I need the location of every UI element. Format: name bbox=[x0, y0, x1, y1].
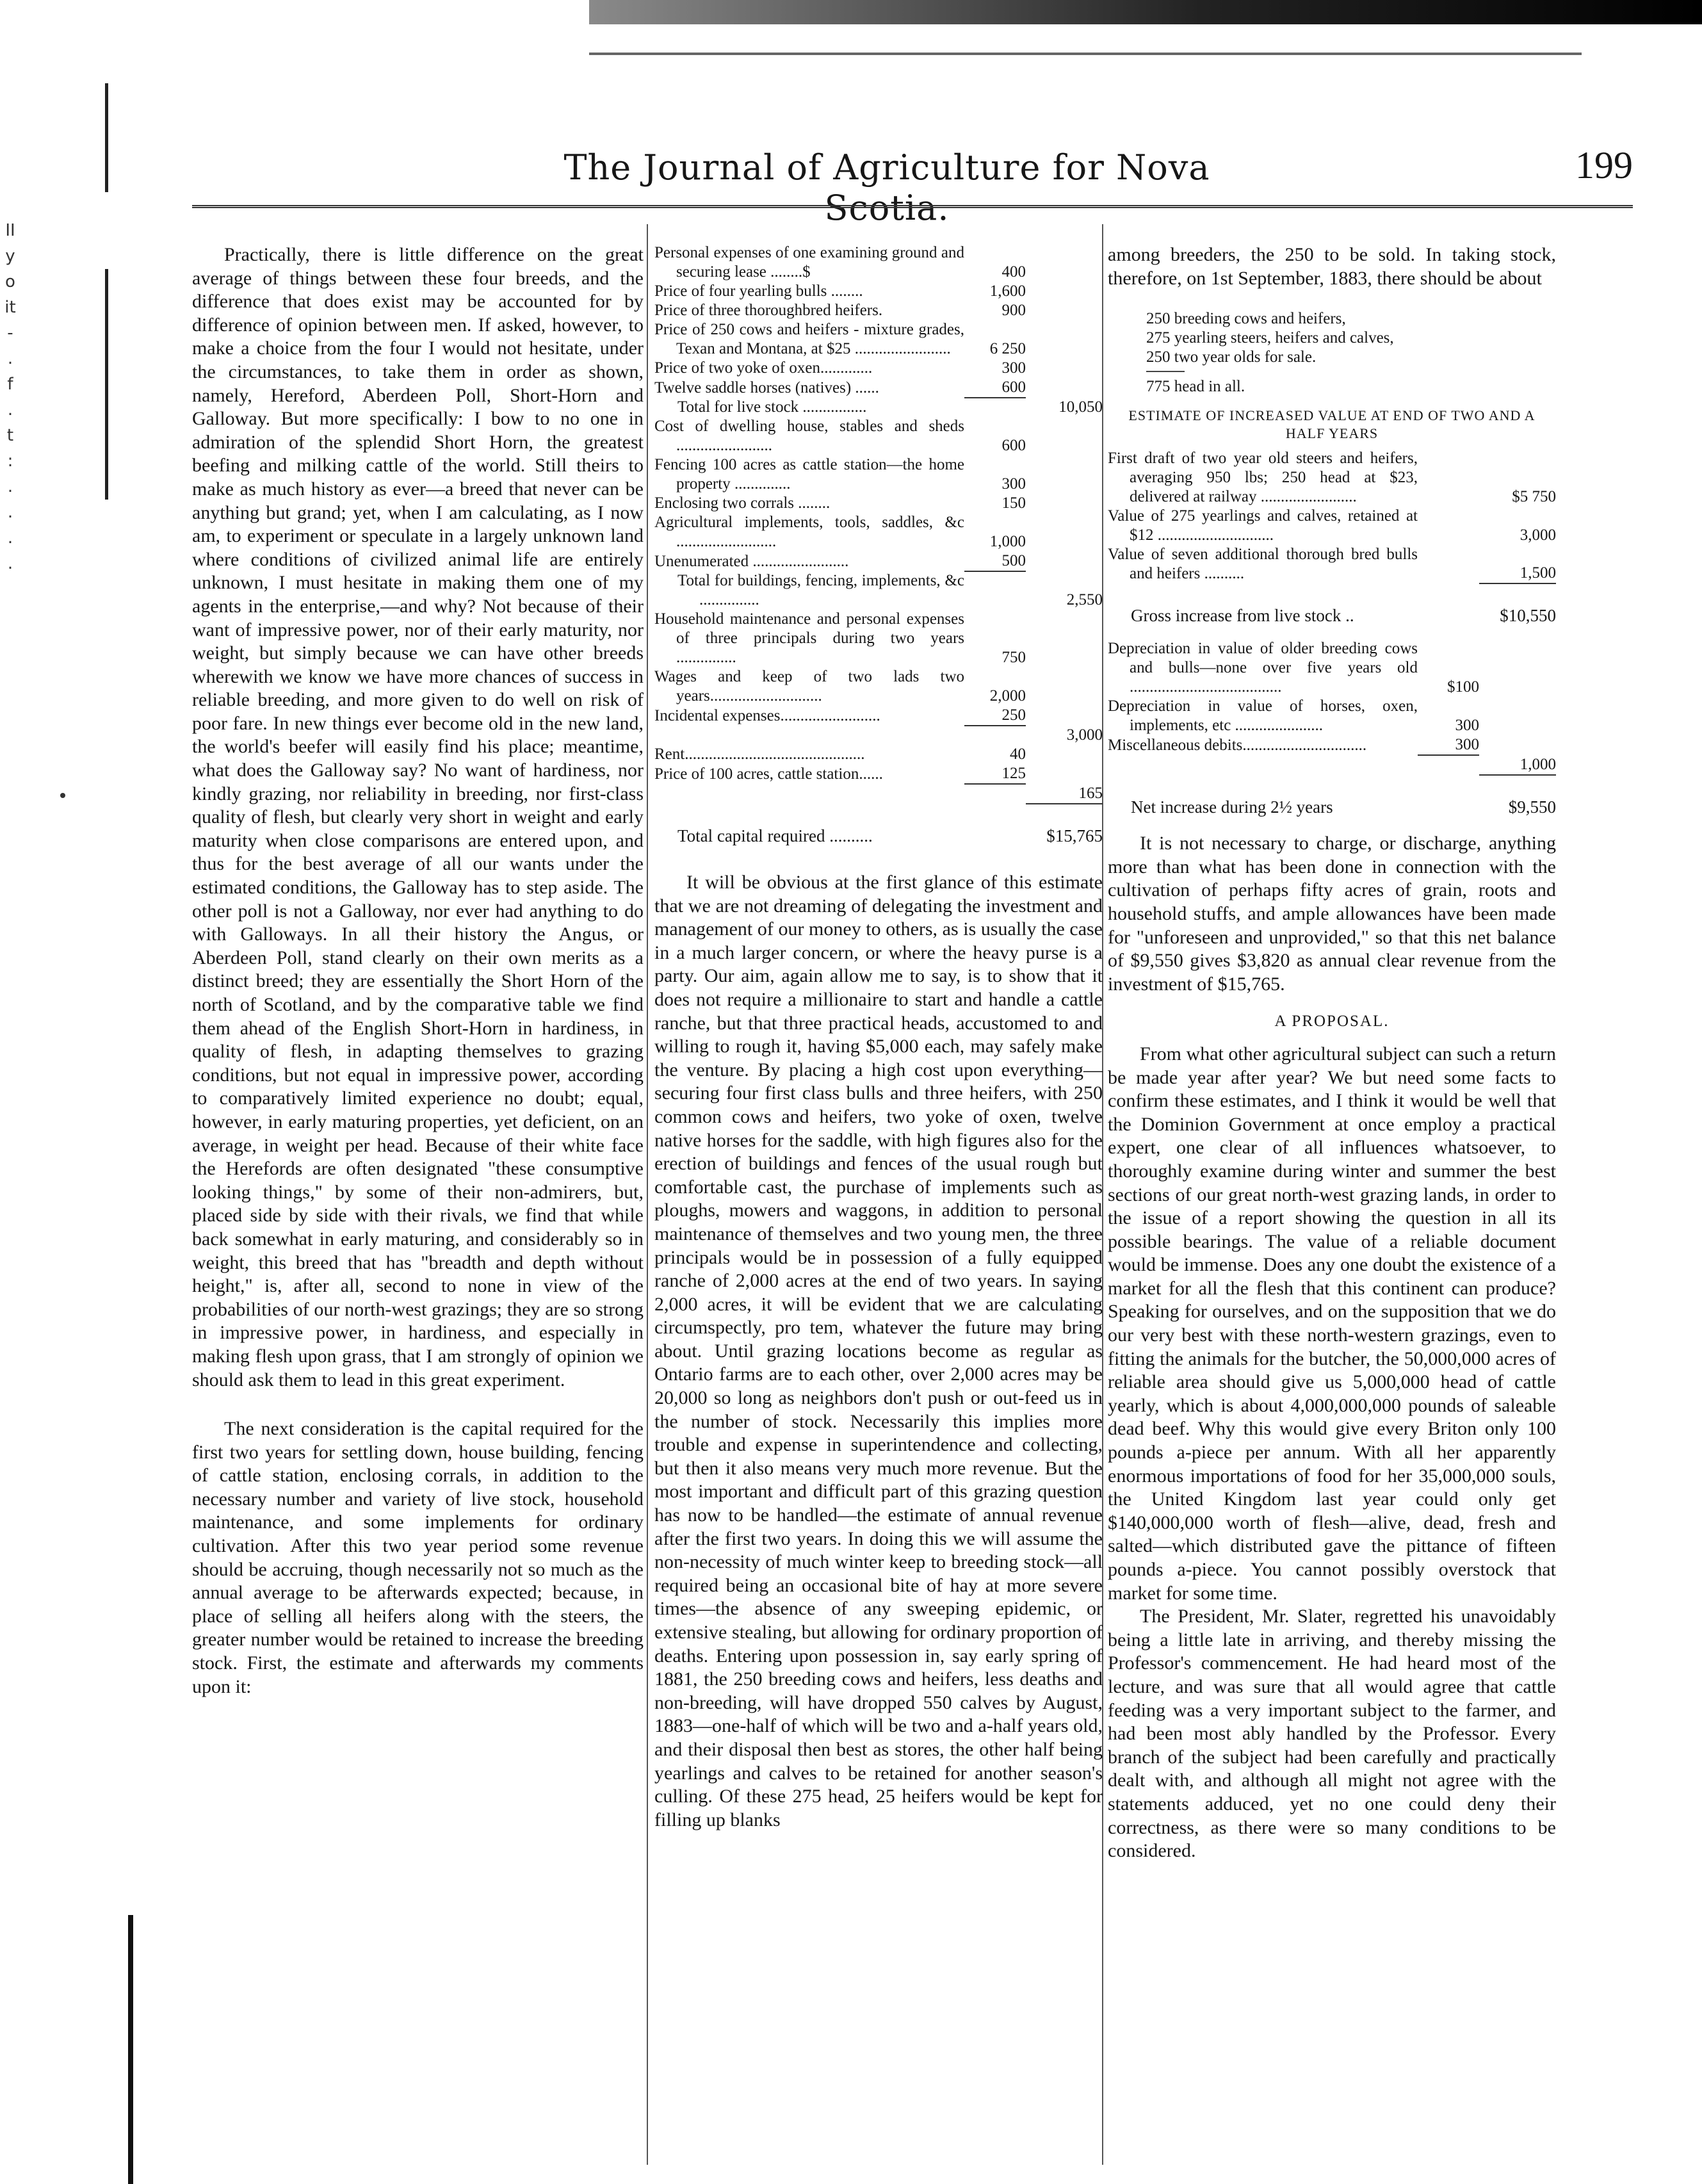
ledger-amount bbox=[964, 804, 1026, 845]
ledger-item: Depreciation in value of horses, oxen, implements, etc ...................... bbox=[1108, 697, 1418, 735]
herd-total: 775 head in all. bbox=[1146, 378, 1245, 396]
ledger-item: Wages and keep of two lads two years............................ bbox=[654, 668, 964, 705]
ledger-amount bbox=[1418, 545, 1479, 583]
ledger-row bbox=[654, 745, 1103, 764]
ledger-total: 2,550 bbox=[1066, 591, 1103, 608]
header-rule bbox=[192, 205, 1633, 208]
ledger-row bbox=[654, 706, 1103, 726]
ledger-row bbox=[654, 513, 1103, 551]
ledger-amount bbox=[964, 784, 1026, 804]
ledger-total bbox=[1026, 551, 1103, 571]
herd-item: 275 yearling steers, heifers and calves, bbox=[1146, 329, 1394, 347]
section-heading: A PROPOSAL. bbox=[1274, 1013, 1390, 1031]
ledger-item: Total for buildings, fencing, implements, &c ............... bbox=[677, 572, 964, 608]
ledger-amount bbox=[1418, 507, 1479, 545]
ledger-total bbox=[1026, 417, 1103, 455]
ledger-amount bbox=[964, 398, 1026, 417]
ledger-amount: 600 bbox=[1001, 437, 1026, 454]
ledger-row bbox=[654, 551, 1103, 571]
page-header bbox=[192, 144, 1633, 228]
ledger-total bbox=[1026, 667, 1103, 706]
ledger-amount bbox=[1418, 775, 1479, 817]
ledger-item: Value of 275 yearlings and calves, retained at $12 ............................. bbox=[1108, 507, 1418, 544]
ledger-amount: 300 bbox=[1455, 717, 1479, 735]
ledger-amount: 300 bbox=[1001, 359, 1026, 377]
ledger-subtotal-row bbox=[654, 726, 1103, 745]
increased-value-table bbox=[1108, 449, 1556, 625]
ledger-total bbox=[1479, 697, 1556, 735]
ledger-net-row bbox=[1108, 775, 1556, 817]
paragraph: The President, Mr. Slater, regretted his unavoidably being a little late in arriving, and thereby missing the Professor's commencement. He had heard most of the lecture, and was sure that all would agree that cattle feeding was a very important subject to the farmer, and had been most ably handled by the Professor. Every branch of the subject had been carefully and practically dealt with, and although all might not agree with the statements adduced, yet no one could deny their correctness, as there were so many conditions to be considered. bbox=[1108, 1606, 1556, 1862]
ledger-amount bbox=[1418, 449, 1479, 507]
ledger-amount: 40 bbox=[1010, 746, 1026, 763]
ledger-amount: 1,600 bbox=[989, 282, 1026, 300]
ledger-total bbox=[1479, 735, 1556, 755]
binding-edge bbox=[128, 1915, 133, 2184]
ledger-item: Agricultural implements, tools, saddles, &c ......................... bbox=[654, 514, 964, 550]
ledger-amount: 125 bbox=[1001, 765, 1026, 782]
ledger-total bbox=[1026, 610, 1103, 667]
ledger-total: 1,500 bbox=[1520, 564, 1556, 582]
ledger-item: Depreciation in value of older breeding cows and bulls—none over five years old ...................................... bbox=[1108, 640, 1418, 696]
ledger-amount: 900 bbox=[1001, 302, 1026, 319]
ledger-total: $9,550 bbox=[1479, 775, 1556, 817]
ledger-row bbox=[1108, 697, 1556, 735]
ledger-row bbox=[654, 301, 1103, 320]
ledger-item bbox=[654, 726, 964, 745]
ledger-total-row bbox=[1108, 583, 1556, 625]
ledger-row bbox=[654, 359, 1103, 378]
ledger-total bbox=[1479, 639, 1556, 697]
column-right bbox=[1108, 243, 1556, 1863]
ledger-row bbox=[1108, 735, 1556, 755]
sum-rule bbox=[1146, 371, 1185, 372]
ledger-item: Incidental expenses......................... bbox=[654, 707, 880, 724]
herd-item: 250 two year olds for sale. bbox=[1146, 348, 1317, 366]
ledger-row bbox=[654, 378, 1103, 398]
ledger-item: Price of four yearling bulls ........ bbox=[654, 282, 863, 300]
section-heading: ESTIMATE OF INCREASED VALUE AT END OF TWO AND A HALF YEARS bbox=[1128, 407, 1536, 442]
ledger-row bbox=[654, 282, 1103, 301]
paragraph: The next consideration is the capital required for the first two years for settling down, house building, fencing of cattle station, enclosing corrals, in addition to the necessary number and variety of live stock, household maintenance, and some implements for ordinary cultivation. After this two year period some revenue should be accruing, though necessarily not so much as the annual average to be afterwards expected; because, in place of selling all heifers along with the steers, the greater number would be retained to increase the breeding stock. First, the estimate and afterwards my comments upon it: bbox=[192, 1418, 644, 1697]
ledger-row bbox=[1108, 639, 1556, 697]
ledger-total bbox=[1026, 301, 1103, 320]
ledger-grand-total-row bbox=[654, 804, 1103, 845]
ledger-amount: 1,000 bbox=[989, 533, 1026, 550]
ledger-amount bbox=[964, 726, 1026, 745]
margin-rule bbox=[105, 269, 108, 500]
ledger-row bbox=[1108, 545, 1556, 583]
ledger-amount: 400 bbox=[1001, 263, 1026, 281]
ledger-item: Twelve saddle horses (natives) ...... bbox=[654, 379, 879, 396]
ledger-amount: 300 bbox=[1455, 736, 1479, 754]
ledger-row bbox=[1108, 507, 1556, 545]
ledger-total: 1,000 bbox=[1520, 756, 1556, 774]
paragraph: It is not necessary to charge, or discharge, anything more than what has been done in connection with the cultivation of perhaps fifty acres of grain, roots and household stuffs, and ample allowances have been made for "unforeseen and unprovided," so that this net balance of $9,550 gives $3,820 as annual clear revenue from the investment of $15,765. bbox=[1108, 833, 1556, 995]
ledger-amount: 600 bbox=[1001, 379, 1026, 396]
ledger-row bbox=[654, 764, 1103, 784]
ledger-amount: 150 bbox=[1001, 494, 1026, 512]
ledger-row bbox=[654, 610, 1103, 667]
ledger-amount: 500 bbox=[1001, 552, 1026, 569]
ledger-item bbox=[1108, 755, 1418, 775]
ledger-total bbox=[1026, 378, 1103, 398]
ledger-row bbox=[654, 243, 1103, 282]
ledger-item: First draft of two year old steers and heifers, averaging 950 lbs; 250 head at $23, delivered at railway ........................ bbox=[1108, 450, 1418, 506]
ledger-item bbox=[654, 784, 964, 804]
ledger-item: Cost of dwelling house, stables and sheds ........................ bbox=[654, 418, 964, 454]
ledger-row bbox=[654, 320, 1103, 359]
ledger-row bbox=[654, 667, 1103, 706]
ledger-amount: 6 250 bbox=[989, 340, 1026, 357]
ledger-total bbox=[1026, 282, 1103, 301]
ledger-item: Fencing 100 acres as cattle station—the home property .............. bbox=[654, 456, 964, 493]
herd-count-list bbox=[1146, 309, 1556, 396]
ledger-item: Household maintenance and personal expenses of three principals during two years ............... bbox=[654, 610, 964, 666]
ledger-item: Enclosing two corrals ........ bbox=[654, 494, 831, 512]
ledger-total: $5 750 bbox=[1512, 488, 1556, 506]
journal-title: The Journal of Agriculture for Nova Scotia. bbox=[563, 147, 1210, 228]
column-middle bbox=[654, 243, 1103, 1832]
ledger-item: Price of two yoke of oxen............. bbox=[654, 359, 873, 377]
ledger-item: Total for live stock ................ bbox=[677, 398, 867, 416]
ledger-total bbox=[1026, 706, 1103, 726]
column-rule bbox=[647, 224, 648, 2165]
ledger-item: Price of three thoroughbred heifers. bbox=[654, 302, 883, 319]
ledger-amount bbox=[964, 571, 1026, 610]
ledger-total bbox=[1026, 359, 1103, 378]
ledger-subtotal-row bbox=[1108, 755, 1556, 775]
ledger-total: 3,000 bbox=[1066, 726, 1103, 744]
margin-rule bbox=[105, 83, 108, 192]
ledger-total: 3,000 bbox=[1520, 526, 1556, 544]
ledger-amount bbox=[1418, 755, 1479, 775]
page-number: 199 bbox=[1575, 144, 1633, 186]
ledger-subtotal-row bbox=[654, 398, 1103, 417]
paragraph: From what other agricultural subject can such a return be made year after year? We but need some facts to confirm these estimates, and I think it would be well that the Dominion Government at once employ a practical expert, one clear of all influences whatsoever, to thoroughly examine during winter and summer the best sections of our great north-west grazing lands, in order to the issue of a report showing the question in all its possible bearings. The value of a reliable document would be immense. Does any one doubt the existence of a market for all the flesh that this continent can produce? Speaking for ourselves, and on the supposition that we do our very best with these north-western grazings, even to fitting the animals for the butcher, the 50,000,000 acres of reliable area should give us 5,000,000 head of cattle yearly, which is about 4,000,000,000 pounds of saleable dead beef. Why this would give every Briton only 100 pounds a-piece per annum. With all her apparently enormous importations of food for her 35,000,000 souls, the United Kingdom last year could only get $140,000,000 worth of flesh—alive, dead, fresh and salted—which distributed gave the pittance of fifteen pounds a-piece. You cannot possibly overstock that market for some time. bbox=[1108, 1043, 1556, 1604]
ledger-item: Net increase during 2½ years bbox=[1131, 797, 1333, 817]
ledger-amount bbox=[1418, 583, 1479, 625]
ledger-amount: 250 bbox=[1001, 706, 1026, 724]
ledger-row bbox=[654, 455, 1103, 494]
scan-speck bbox=[60, 793, 65, 798]
margin-marks: II y o it - . f . t : . . . . bbox=[4, 221, 16, 573]
ledger-item: Value of seven additional thorough bred bulls and heifers .......... bbox=[1108, 546, 1418, 583]
ledger-item: Price of 100 acres, cattle station...... bbox=[654, 765, 883, 783]
column-left bbox=[192, 243, 644, 1699]
ledger-row bbox=[654, 494, 1103, 513]
ledger-total: 10,050 bbox=[1058, 398, 1103, 416]
ledger-amount: 2,000 bbox=[989, 687, 1026, 705]
ledger-total bbox=[1026, 764, 1103, 784]
ledger-item: Price of 250 cows and heifers - mixture grades, Texan and Montana, at $25 ........................ bbox=[654, 321, 964, 357]
ledger-row bbox=[654, 417, 1103, 455]
ledger-total: $15,765 bbox=[1026, 804, 1103, 845]
ledger-item: Miscellaneous debits............................... bbox=[1108, 737, 1367, 754]
ledger-item: Rent............................................. bbox=[654, 746, 865, 763]
ledger-total bbox=[1026, 455, 1103, 494]
ledger-total bbox=[1026, 513, 1103, 551]
ledger-amount: 300 bbox=[1001, 475, 1026, 493]
paragraph: among breeders, the 250 to be sold. In taking stock, therefore, on 1st September, 1883, there should be about bbox=[1108, 244, 1556, 289]
capital-estimate-table bbox=[654, 243, 1103, 845]
depreciation-table bbox=[1108, 639, 1556, 817]
ledger-total bbox=[1026, 320, 1103, 359]
herd-item: 250 breeding cows and heifers, bbox=[1146, 310, 1346, 328]
ledger-total bbox=[1026, 243, 1103, 282]
ledger-total: 165 bbox=[1078, 785, 1103, 802]
ledger-amount: $100 bbox=[1447, 678, 1479, 696]
ledger-amount: 750 bbox=[1001, 649, 1026, 666]
ledger-subtotal-row bbox=[654, 571, 1103, 610]
ledger-item: Gross increase from live stock .. bbox=[1131, 606, 1354, 626]
ledger-subtotal-row bbox=[654, 784, 1103, 804]
scan-edge-shadow bbox=[589, 0, 1702, 24]
paragraph: It will be obvious at the first glance of this estimate that we are not dreaming of delegating the investment and management of our money to others, as is usually the case in a much larger concern, or where the heavy purse is a party. Our aim, again allow me to say, is to show that it does not require a millionaire to start and handle a cattle ranche, but that three practical heads, accustomed to and willing to rough it, having $5,000 each, may safely make the venture. By placing a high cost upon everything—securing four first class bulls and three heifers, with 250 common cows and heifers, two yoke of oxen, twelve native horses for the saddle, with high figures also for the erection of buildings and fences of the usual rough but comfortable cast, the purchase of implements such as ploughs, mowers and waggons, in addition to personal maintenance of themselves and two young men, the three principals would be in possession of a fully equipped ranche of 2,000 acres at the end of two years. In saying 2,000 acres, it will be evident that we are calculating circumspectly, pro tem, whatever the future may bring about. Until grazing locations become as regular as Ontario farms are to each other, over 2,000 acres may be 20,000 so long as neighbors don't push or out-feed us in the number of stock. Necessarily this implies more trouble and expense in superintendence and collecting, but then it also means very much more revenue. But the most important and difficult part of this grazing question has now to be handled—the estimate of annual revenue after the first two years. In doing this we will assume the non-necessity of much winter keep to breeding stock—all required being an occasional bite of hay at more severe times—the absence of any sweeping epidemic, or extensive stealing, but allowing for ordinary proportion of deaths. Entering upon possession in, say early spring of 1881, the 250 breeding cows and heifers, less deaths and non-breeding, will have dropped 550 calves by August, 1883—one-half of which will be two and a-half years old, and their disposal then best as stores, the other half being yearlings and calves to be retained for another season's culling. Of these 275 head, 25 heifers would be kept for filling up blanks bbox=[654, 872, 1103, 1830]
ledger-total: $10,550 bbox=[1479, 583, 1556, 625]
ledger-item: Total capital required .......... bbox=[677, 826, 873, 845]
paragraph: Practically, there is little difference on the great average of things between these four breeds, and the difference that does exist may be accounted for by difference of opinion between men. If asked, however, to make a choice from the four I would not hesitate, under the circumstances, to take them in order as shown, namely, Hereford, Aberdeen Poll, Short-Horn and Galloway. But more specifically: I bow to no one in admiration of the splendid Short Horn, the greatest beefing and milking cattle of the world. Still theirs to make as much history as ever—a breed that never can be anything but grand; yet, when I am calculating, as I now am, to experiment or speculate in a largely unknown land where conditions of civilized animal life are entirely unknown, I must hesitate in making them one of my agents in the enterprise,—and why? Not because of their want of impressive power, nor of their early maturity, nor weight, but simply because we can have other breeds wherewith we know we have more chances of success in reliable breeding, and more given to do well on risk of poor fare. In new things ever become old in the new land, the world's beefer will easily find his place; meantime, what does the Galloway say? No want of hardiness, nor kindly grazing, nor reliability in breeding, nor first-class quality of flesh, but clearly very short in weight and early maturity when close comparisons are entered upon, and thus for the best average of all our wants under the estimated conditions, the Galloway has to step aside. The other poll is not a Galloway, nor ever had anything to do with Galloways. In all their history the Angus, or Aberdeen Poll, stand clearly on their own merits as a distinct breed; they are essentially the Short Horn of the north of Scotland, and by the comparative table we find them ahead of the English Short-Horn in hardiness, in quality of flesh, in adapting themselves to grazing conditions, but not equal in impressive power, according to comparatively limited experience no doubt; equal, however, in early maturing properties, yet deficient, on an average, in weight per head. Because of their white face the Herefords are often designated "these consumptive looking things," by some of their non-admirers, but, placed side by side with their rivals, we find that while back somewhat in early maturing, and considerably so in weight, this breed that has "breadth and depth without height," is, after all, second to none in view of the probabilities of our north-west grazings; they are so strong in impressive power, in hardiness, and especially in making flesh upon grass, that I am strongly of opinion we should ask them to lead in this great experiment. bbox=[192, 244, 644, 1390]
scan-top-line bbox=[589, 53, 1582, 55]
ledger-row bbox=[1108, 449, 1556, 507]
ledger-item: Personal expenses of one examining ground and securing lease ........$ bbox=[654, 244, 964, 281]
ledger-total bbox=[1026, 745, 1103, 764]
ledger-total bbox=[1026, 494, 1103, 513]
ledger-item: Unenumerated ........................ bbox=[654, 553, 849, 570]
